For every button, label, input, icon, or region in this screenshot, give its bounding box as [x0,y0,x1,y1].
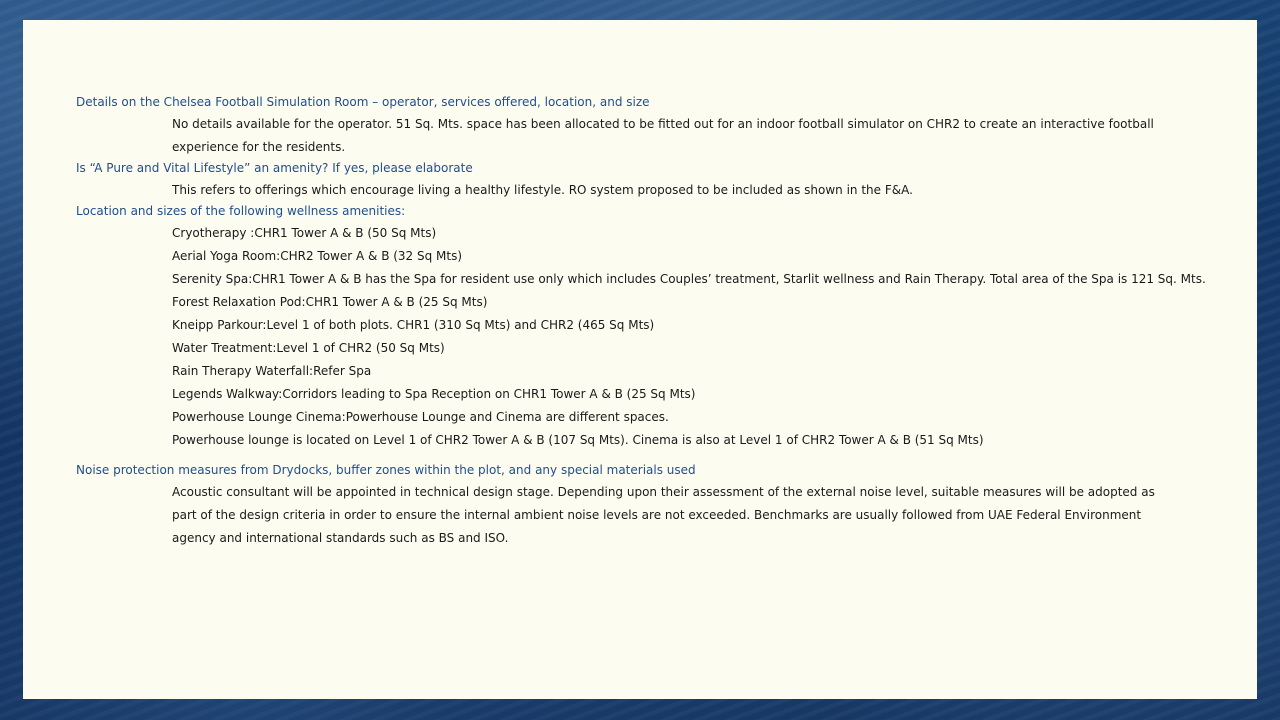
section-heading-wellness-amenities: Location and sizes of the following wellness amenities: [76,204,406,218]
section-heading-noise-protection: Noise protection measures from Drydocks, buffer zones within the plot, and any special materials used [76,463,696,477]
section-heading-football-simulation: Details on the Chelsea Football Simulation Room – operator, services offered, location, and size [76,95,650,109]
list-item-cryotherapy: Cryotherapy :CHR1 Tower A & B (50 Sq Mts) [172,226,437,240]
list-item-serenity-spa: Serenity Spa:CHR1 Tower A & B has the Spa for resident use only which includes Couples’ treatment, Starlit wellness and Rain Therapy. Total area of the Spa is 121 Sq. Mts. [172,272,1206,286]
list-item-powerhouse-lounge-location: Powerhouse lounge is located on Level 1 of CHR2 Tower A & B (107 Sq Mts). Cinema is also at Level 1 of CHR2 Tower A & B (51 Sq Mts) [172,433,984,447]
section-body-lifestyle: This refers to offerings which encourage living a healthy lifestyle. RO system proposed to be included as shown in the F&A. [172,183,913,197]
list-item-kneipp-parkour: Kneipp Parkour:Level 1 of both plots. CHR1 (310 Sq Mts) and CHR2 (465 Sq Mts) [172,318,655,332]
document-card [23,20,1257,699]
list-item-water-treatment: Water Treatment:Level 1 of CHR2 (50 Sq Mts) [172,341,445,355]
list-item-aerial-yoga: Aerial Yoga Room:CHR2 Tower A & B (32 Sq Mts) [172,249,463,263]
list-item-rain-therapy-waterfall: Rain Therapy Waterfall:Refer Spa [172,364,372,378]
section-heading-lifestyle: Is “A Pure and Vital Lifestyle” an amenity? If yes, please elaborate [76,161,473,175]
document-content [76,94,1206,550]
wellness-amenities-list [76,222,1206,452]
section-body-noise-protection: Acoustic consultant will be appointed in technical design stage. Depending upon their assessment of the external noise level, suitable measures will be adopted as part of the design criteria in order to ensure the internal ambient noise levels are not exceeded. Benchmarks are usually followed from UAE Federal Environment agency and international standards such as BS and ISO. [172,485,1155,545]
section-body-football-simulation: No details available for the operator. 51 Sq. Mts. space has been allocated to be fitted out for an indoor football simulator on CHR2 to create an interactive football experience for the residents. [172,117,1154,154]
list-item-powerhouse-lounge-cinema: Powerhouse Lounge Cinema:Powerhouse Lounge and Cinema are different spaces. [172,410,669,424]
list-item-forest-relaxation-pod: Forest Relaxation Pod:CHR1 Tower A & B (25 Sq Mts) [172,295,488,309]
list-item-legends-walkway: Legends Walkway:Corridors leading to Spa Reception on CHR1 Tower A & B (25 Sq Mts) [172,387,696,401]
